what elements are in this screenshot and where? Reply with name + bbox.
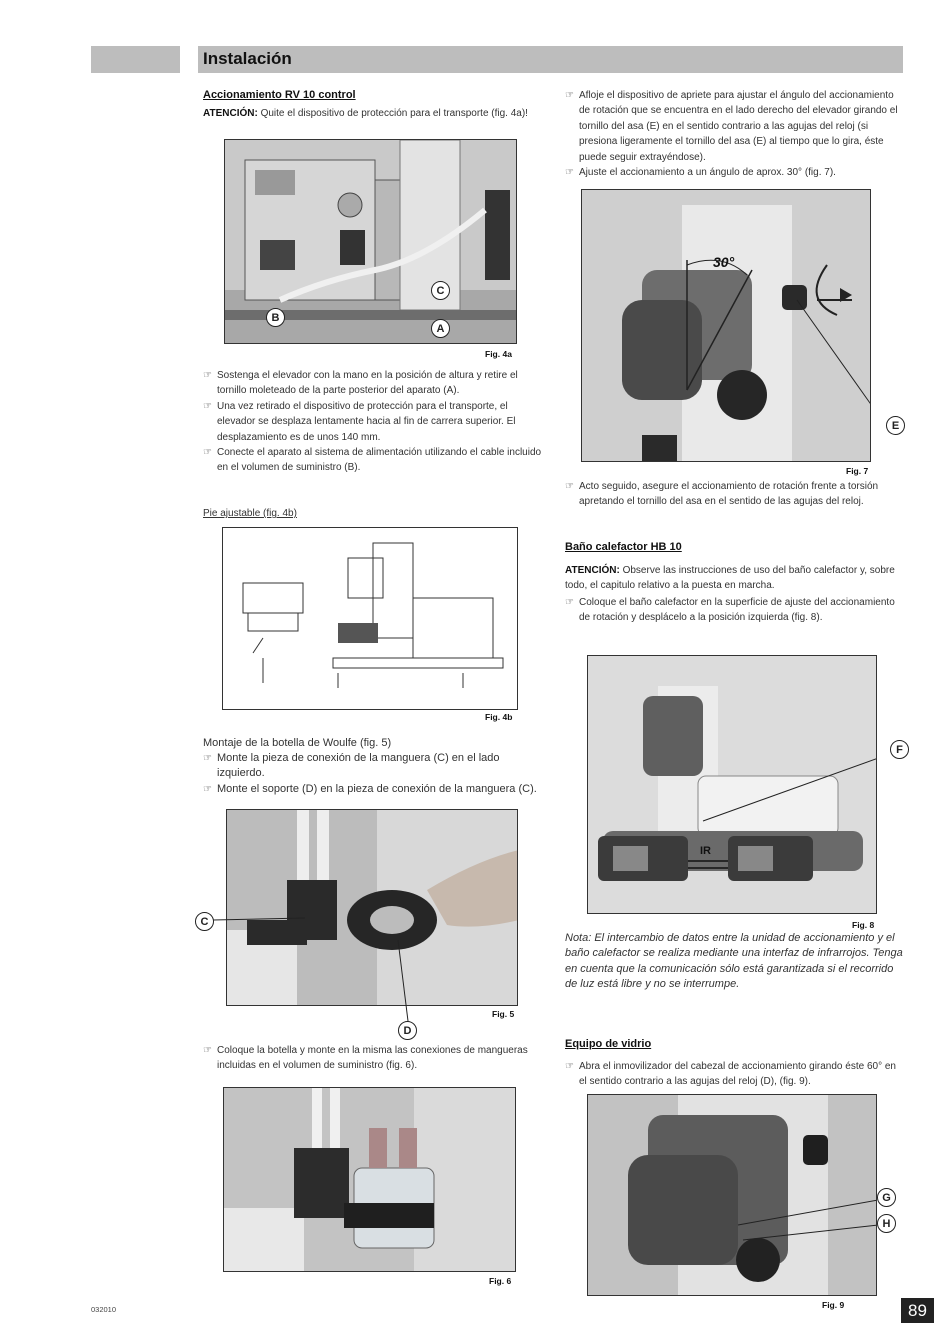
callout-g: G — [877, 1188, 896, 1207]
callout-d-fig5: D — [398, 1021, 417, 1040]
hand-pointer-icon: ☞ — [203, 1045, 212, 1056]
page-number: 89 — [901, 1298, 934, 1323]
hand-pointer-icon: ☞ — [203, 447, 212, 459]
step-item: ☞ Sostenga el elevador con la mano en la posición de altura y retire el tornillo moleteado de la parte posterior del aparato (A). — [203, 368, 543, 399]
section-heading-hb10: Baño calefactor HB 10 — [565, 541, 682, 553]
warning-label: ATENCIÓN: — [565, 565, 620, 576]
caption-fig4b: Fig. 4b — [485, 712, 513, 722]
figure-9-illustration — [588, 1095, 877, 1296]
caption-fig7: Fig. 7 — [846, 466, 869, 476]
step-item: ☞ Abra el inmovilizador del cabezal de accionamiento girando éste 60° en el sentido contrario a las agujas del reloj (D), (fig. 9). — [565, 1059, 905, 1090]
steps-hb10 — [565, 595, 905, 626]
figure-4b-illustration — [223, 528, 518, 710]
warning-text: Observe las instrucciones de uso del baño calefactor y, sobre todo, el capitulo relativo a la puesta en marcha. — [565, 565, 895, 592]
figure-7-illustration — [582, 190, 871, 462]
step-item: ☞ Acto seguido, asegure el accionamiento de rotación frente a torsión apretando el tornillo del asa en el sentido de las agujas del reloj. — [565, 479, 905, 510]
hand-pointer-icon: ☞ — [203, 400, 212, 412]
callout-a: A — [431, 319, 450, 338]
header-bar — [198, 46, 903, 73]
callout-b: B — [266, 308, 285, 327]
callout-e: E — [886, 416, 905, 435]
section-heading-pie: Pie ajustable (fig. 4b) — [203, 508, 297, 519]
warning-text: Quite el dispositivo de protección para el transporte (fig. 4a)! — [260, 108, 528, 119]
hand-pointer-icon: ☞ — [565, 481, 574, 492]
hand-pointer-icon: ☞ — [203, 783, 212, 795]
steps-rv10 — [203, 368, 543, 476]
figure-4b-drawing — [222, 527, 518, 710]
step-item: ☞ Una vez retirado el dispositivo de protección para el transporte, el elevador se desplaza lentamente hacia al fin de carrera superior. El desplazamiento es de unos 140 mm. — [203, 399, 543, 445]
callout-f: F — [890, 740, 909, 759]
steps-woulfe — [203, 751, 543, 797]
hand-pointer-icon: ☞ — [565, 90, 574, 101]
hand-pointer-icon: ☞ — [565, 597, 574, 608]
steps-bottle — [203, 1043, 543, 1074]
footer-code: 032010 — [91, 1305, 117, 1314]
caption-fig4a: Fig. 4a — [485, 349, 512, 359]
steps-angle — [565, 88, 905, 180]
caption-fig9: Fig. 9 — [822, 1300, 845, 1310]
step-item: ☞ Coloque el baño calefactor en la superficie de ajuste del accionamiento de rotación y desplácelo a la posición izquierda (fig. 8). — [565, 595, 905, 626]
step-item: ☞ Coloque la botella y monte en la misma las conexiones de mangueras incluidas en el volumen de suministro (fig. 6). — [203, 1043, 543, 1074]
warning-paragraph — [203, 106, 543, 121]
callout-c: C — [431, 281, 450, 300]
note-ir: Nota: El intercambio de datos entre la unidad de accionamiento y el baño calefactor se realiza mediante una interfaz de infrarrojos. Tenga en cuenta que la comunicación sólo está garantizada si el recorrido de luz está libre y no se interrumpe. — [565, 932, 903, 991]
warning-label: ATENCIÓN: — [203, 108, 258, 119]
step-item: ☞ Monte la pieza de conexión de la manguera (C) en el lado izquierdo. — [203, 751, 543, 782]
warning-paragraph-hb10 — [565, 563, 905, 594]
caption-fig6: Fig. 6 — [489, 1276, 512, 1286]
figure-7-photo — [581, 189, 871, 462]
angle-label: 30° — [713, 254, 735, 270]
hand-pointer-icon: ☞ — [565, 1061, 574, 1072]
step-item: ☞ Monte el soporte (D) en la pieza de conexión de la manguera (C). — [203, 782, 543, 797]
page-title: Instalación — [203, 49, 292, 68]
steps-glass — [565, 1059, 905, 1090]
steps-lock — [565, 479, 905, 510]
section-heading-woulfe: Montaje de la botella de Woulfe (fig. 5) — [203, 737, 392, 749]
callout-c-fig5: C — [195, 912, 214, 931]
ir-label: IR — [700, 845, 711, 857]
step-item: ☞ Afloje el dispositivo de apriete para ajustar el ángulo del accionamiento de rotación que se encuentra en el lado derecho del elevador girando el tornillo del asa (E) en el sentido contrario a las agujas del reloj (si presiona ligeramente el tornillo del asa (E) al tiempo que lo gira, éste puede seguir extrayéndose). — [565, 88, 905, 165]
step-item: ☞ Ajuste el accionamiento a un ángulo de aprox. 30° (fig. 7). — [565, 165, 905, 180]
section-heading-glass: Equipo de vidrio — [565, 1038, 652, 1050]
caption-fig5: Fig. 5 — [492, 1009, 515, 1019]
hand-pointer-icon: ☞ — [203, 753, 212, 764]
fig5-leader-lines — [213, 900, 413, 1025]
figure-6-illustration — [224, 1088, 516, 1272]
caption-fig8: Fig. 8 — [852, 920, 875, 930]
figure-8-illustration — [588, 656, 877, 914]
callout-h: H — [877, 1214, 896, 1233]
hand-pointer-icon: ☞ — [203, 370, 212, 381]
step-item: ☞ Conecte el aparato al sistema de alimentación utilizando el cable incluido en el volumen de suministro (B). — [203, 445, 543, 476]
figure-6-photo — [223, 1087, 516, 1272]
hand-pointer-icon: ☞ — [565, 167, 574, 179]
figure-9-photo — [587, 1094, 877, 1296]
header-tab — [91, 46, 180, 73]
figure-8-photo — [587, 655, 877, 914]
section-heading-rv10: Accionamiento RV 10 control — [203, 89, 356, 101]
